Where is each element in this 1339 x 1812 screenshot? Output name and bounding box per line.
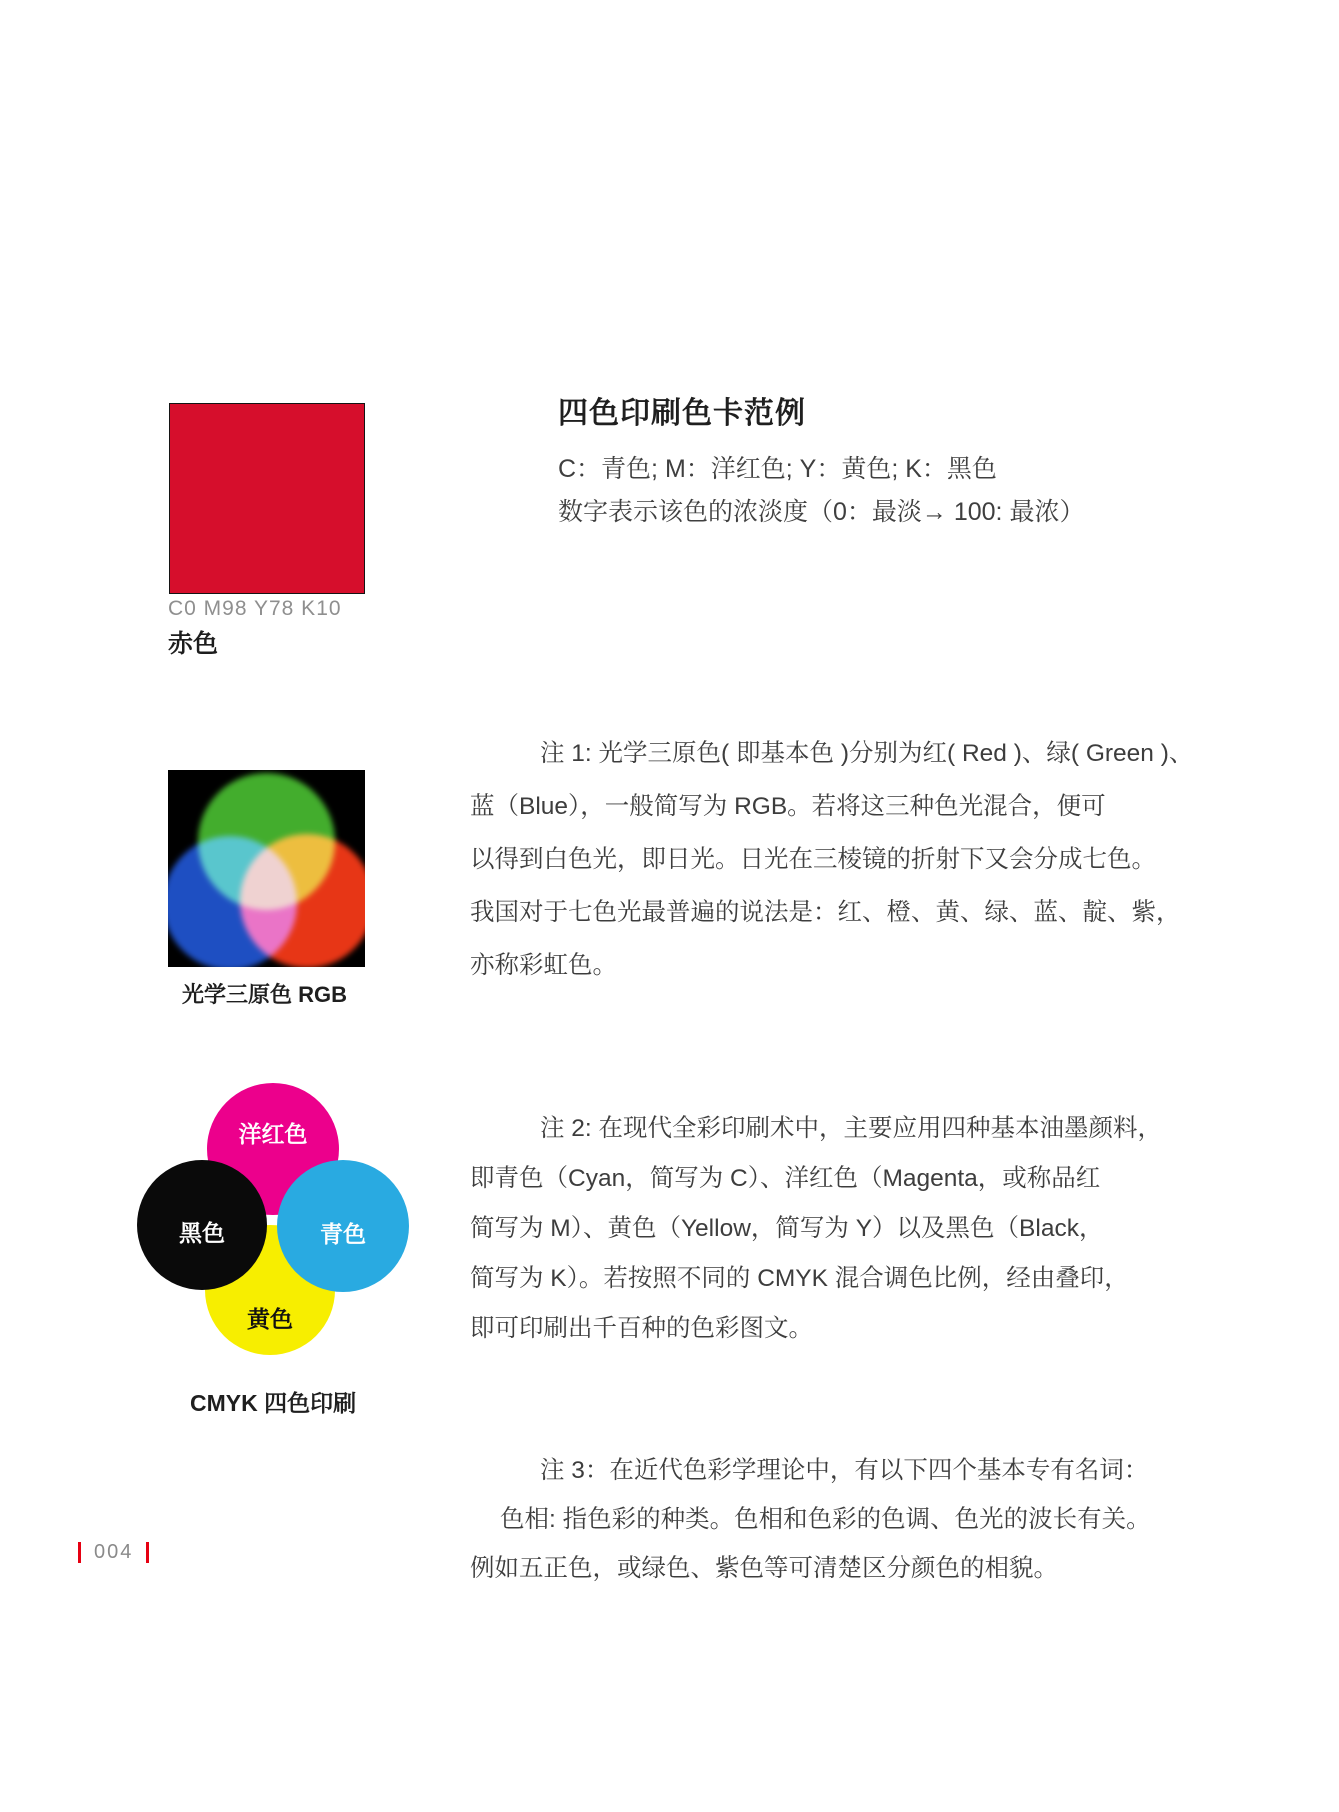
note-1-line: 以得到白色光，即日光。日光在三棱镜的折射下又会分成七色。 — [470, 846, 1156, 873]
footer-left-bar — [78, 1542, 81, 1563]
footer-right-bar — [146, 1542, 149, 1563]
note-1-paragraph — [470, 727, 1230, 992]
cmyk-figure — [130, 1080, 415, 1360]
note-2-paragraph — [470, 1104, 1230, 1354]
note-2-line: 注 2: 在现代全彩印刷术中，主要应用四种基本油墨颜料， — [540, 1115, 1163, 1142]
rgb-additive-figure — [168, 770, 365, 967]
cmyk-legend-line: C：青色; M：洋红色; Y：黄色; K：黑色 — [558, 455, 997, 483]
magenta-ink-label: 洋红色 — [238, 1121, 308, 1147]
page-footer — [78, 1541, 149, 1564]
note-1-line: 亦称彩虹色。 — [470, 952, 617, 979]
black-ink-circle — [137, 1160, 267, 1290]
yellow-ink-label: 黄色 — [247, 1306, 293, 1332]
note-1-line: 蓝（Blue），一般简写为 RGB。若将这三种色光混合，便可 — [470, 793, 1106, 820]
cmyk-figure-caption: CMYK 四色印刷 — [190, 1390, 357, 1416]
cyan-ink-label: 青色 — [320, 1221, 366, 1247]
note-3-line: 色相: 指色彩的种类。色相和色彩的色调、色光的波长有关。 — [500, 1506, 1151, 1533]
note-1-line: 我国对于七色光最普遍的说法是：红、橙、黄、绿、蓝、靛、紫， — [470, 899, 1181, 926]
note-3-paragraph — [470, 1446, 1230, 1593]
cyan-ink-circle — [277, 1160, 409, 1292]
rgb-figure-caption: 光学三原色 RGB — [182, 982, 348, 1007]
note-3-line: 例如五正色，或绿色、紫色等可清楚区分颜色的相貌。 — [470, 1555, 1058, 1582]
red-color-swatch — [169, 403, 365, 594]
note-2-line: 即可印刷出千百种的色彩图文。 — [470, 1315, 813, 1342]
page-number: 004 — [94, 1541, 134, 1563]
page-title: 四色印刷色卡范例 — [558, 397, 806, 430]
black-ink-label: 黑色 — [179, 1220, 225, 1246]
red-light-circle — [240, 834, 365, 967]
note-1-line: 注 1: 光学三原色( 即基本色 )分别为红( Red )、绿( Green )、 — [540, 740, 1194, 767]
note-2-line: 简写为 M）、黄色（Yellow，简写为 Y）以及黑色（Black， — [470, 1215, 1104, 1242]
cmyk-scale-line: 数字表示该色的浓淡度（0：最淡→ 100: 最浓） — [558, 498, 1085, 526]
note-2-line: 即青色（Cyan，简写为 C）、洋红色（Magenta，或称品红 — [470, 1165, 1101, 1192]
swatch-name: 赤色 — [168, 630, 219, 658]
note-2-line: 简写为 K）。若按照不同的 CMYK 混合调色比例，经由叠印， — [470, 1265, 1129, 1292]
swatch-cmyk-code: C0 M98 Y78 K10 — [168, 597, 342, 620]
note-3-line: 注 3：在近代色彩学理论中，有以下四个基本专有名词： — [540, 1457, 1149, 1484]
